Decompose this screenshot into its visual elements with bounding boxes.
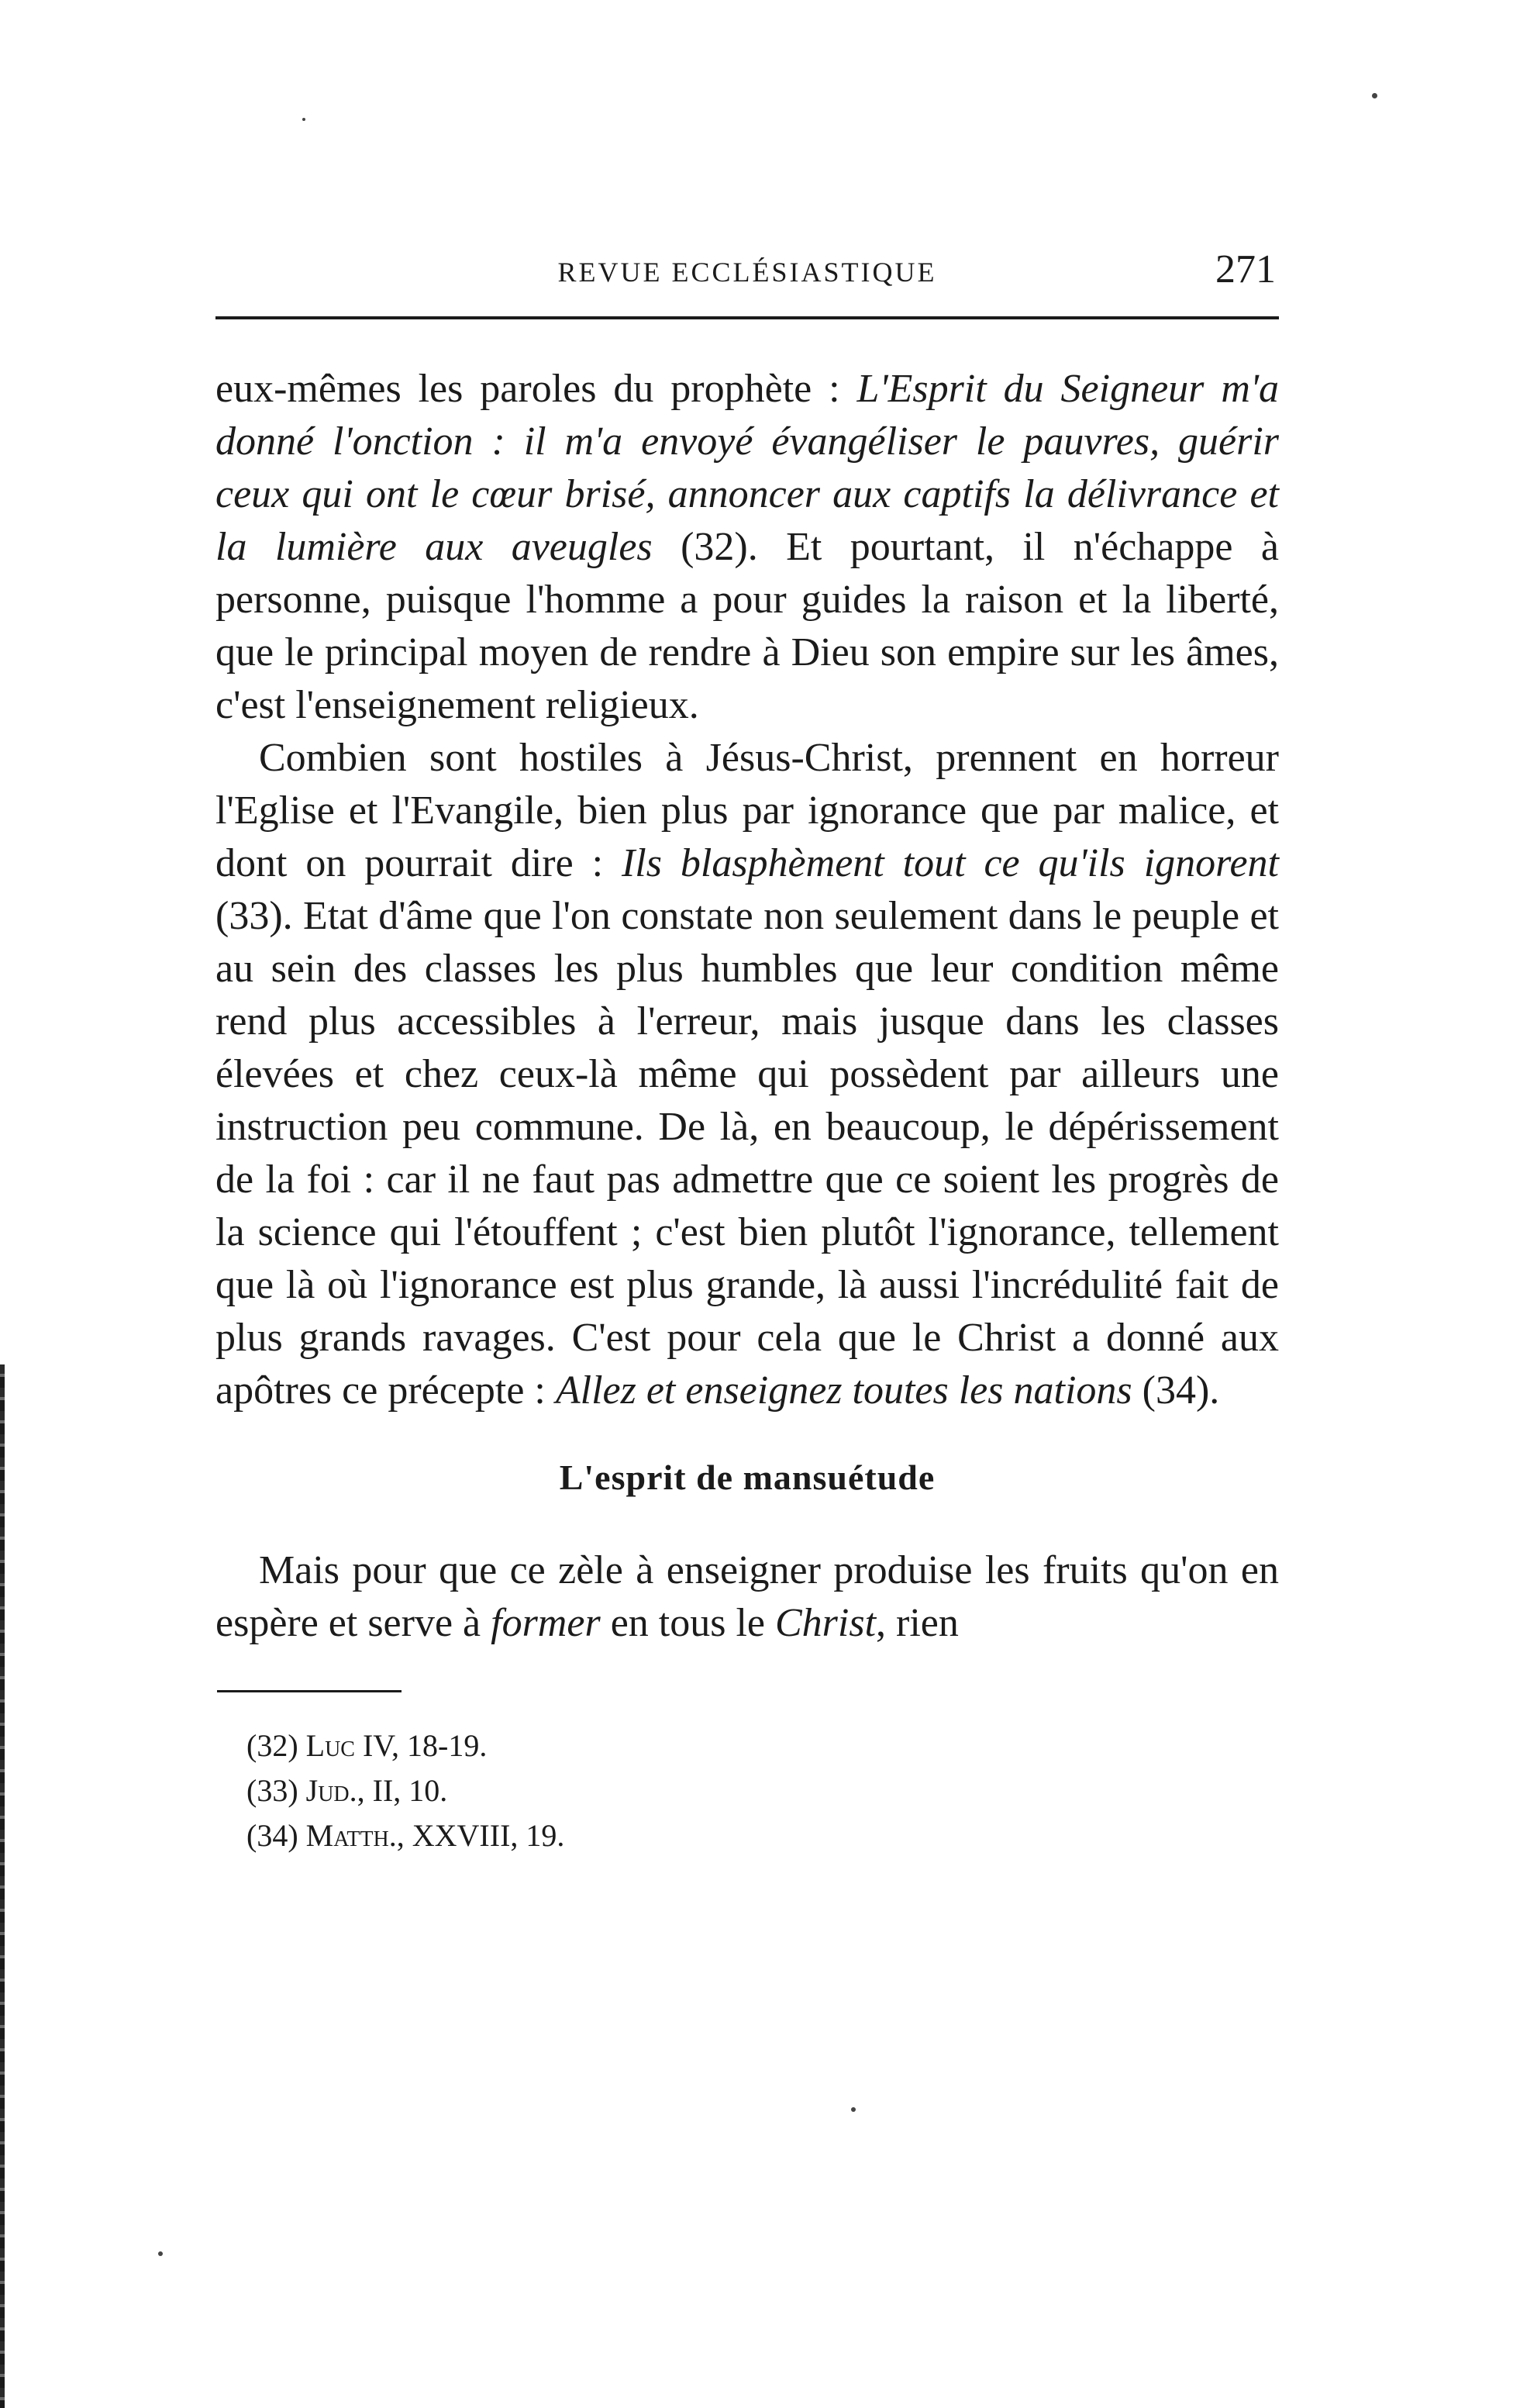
text-segment: , rien: [876, 1601, 959, 1645]
scan-speck: [302, 118, 305, 121]
text-segment: (33). Etat d'âme que l'on constate non seulement dans le peuple et au sein des classes les plus humbles que leur condition même rend plus accessibles à l'erreur, mais jusque dans les classes élevées et chez ceux-là même qui possèdent par ailleurs une instruction peu commune. De là, en beaucoup, le dépérissement de la foi : car il ne faut pas admettre que ce soient les progrès de la science qui l'étouffent ; c'est bien plutôt l'ignorance, tellement que là où l'ignorance est plus grande, là aussi l'incrédulité fait de plus grands ravages. C'est pour cela que le Christ a donné aux apôtres ce précepte :: [215, 894, 1279, 1413]
footnote-number: (34): [246, 1818, 298, 1853]
scan-edge-mark: [0, 1364, 5, 2408]
running-head: [215, 240, 1279, 296]
italic-quote: Ils blasphèment tout ce qu'ils ignorent: [621, 841, 1279, 885]
scan-speck: [1372, 93, 1377, 98]
footnote-number: (32): [246, 1728, 298, 1763]
footnote-32: [246, 1723, 1279, 1768]
paragraph-2: [215, 732, 1279, 1417]
scan-speck: [851, 2107, 856, 2112]
text-segment: eux-mêmes les paroles du prophète :: [215, 367, 857, 411]
italic-word: former: [491, 1601, 601, 1645]
text-segment: (34).: [1132, 1368, 1220, 1413]
footnote-rule: [217, 1690, 402, 1692]
italic-quote: L'Esprit du Seigneur m'a donné l'onction : il m'a envoyé évangéliser le pauvres, guérir ceux qui ont le cœur brisé, annoncer aux captifs la délivrance et la lumière aux aveugles: [215, 367, 1279, 569]
text-segment: en tous le: [600, 1601, 775, 1645]
footnote-33: [246, 1768, 1279, 1813]
footnote-text: , II, 10.: [357, 1773, 448, 1808]
text-segment: Mais pour que ce zèle à enseigner produise les fruits qu'on en espère et serve à: [215, 1548, 1279, 1645]
text-segment: Combien sont hostiles à Jésus-Christ, prennent en horreur l'Eglise et l'Evangile, bien plus par ignorance que par malice, et dont on pourrait dire :: [215, 736, 1279, 885]
footnote-text: IV, 18-19.: [354, 1728, 488, 1763]
paragraph-3: [215, 1544, 1279, 1650]
page-number: 271: [1215, 247, 1276, 292]
scan-speck: [158, 2251, 163, 2256]
page-body: [215, 363, 1279, 1858]
paragraph-1: [215, 363, 1279, 732]
footnotes: [215, 1723, 1279, 1858]
italic-quote: Allez et enseignez toutes les nations: [555, 1368, 1132, 1413]
footnote-number: (33): [246, 1773, 298, 1808]
footnote-ref: Jud.: [305, 1773, 357, 1808]
footnote-ref: Matth.: [305, 1818, 397, 1853]
text-segment: (32). Et pourtant, il n'échappe à personne, puisque l'homme a pour guides la raison et la liberté, que le principal moyen de rendre à Dieu son empire sur les âmes, c'est l'enseignement religieux.: [215, 525, 1279, 727]
running-title: REVUE ECCLÉSIASTIQUE: [557, 257, 937, 288]
book-page: [215, 225, 1279, 1853]
footnote-ref: Luc: [305, 1728, 355, 1763]
footnote-34: [246, 1813, 1279, 1858]
italic-word: Christ: [774, 1601, 877, 1645]
footnote-text: , XXVIII, 19.: [396, 1818, 565, 1853]
header-rule: [215, 316, 1279, 319]
section-heading: L'esprit de mansuétude: [559, 1458, 936, 1497]
